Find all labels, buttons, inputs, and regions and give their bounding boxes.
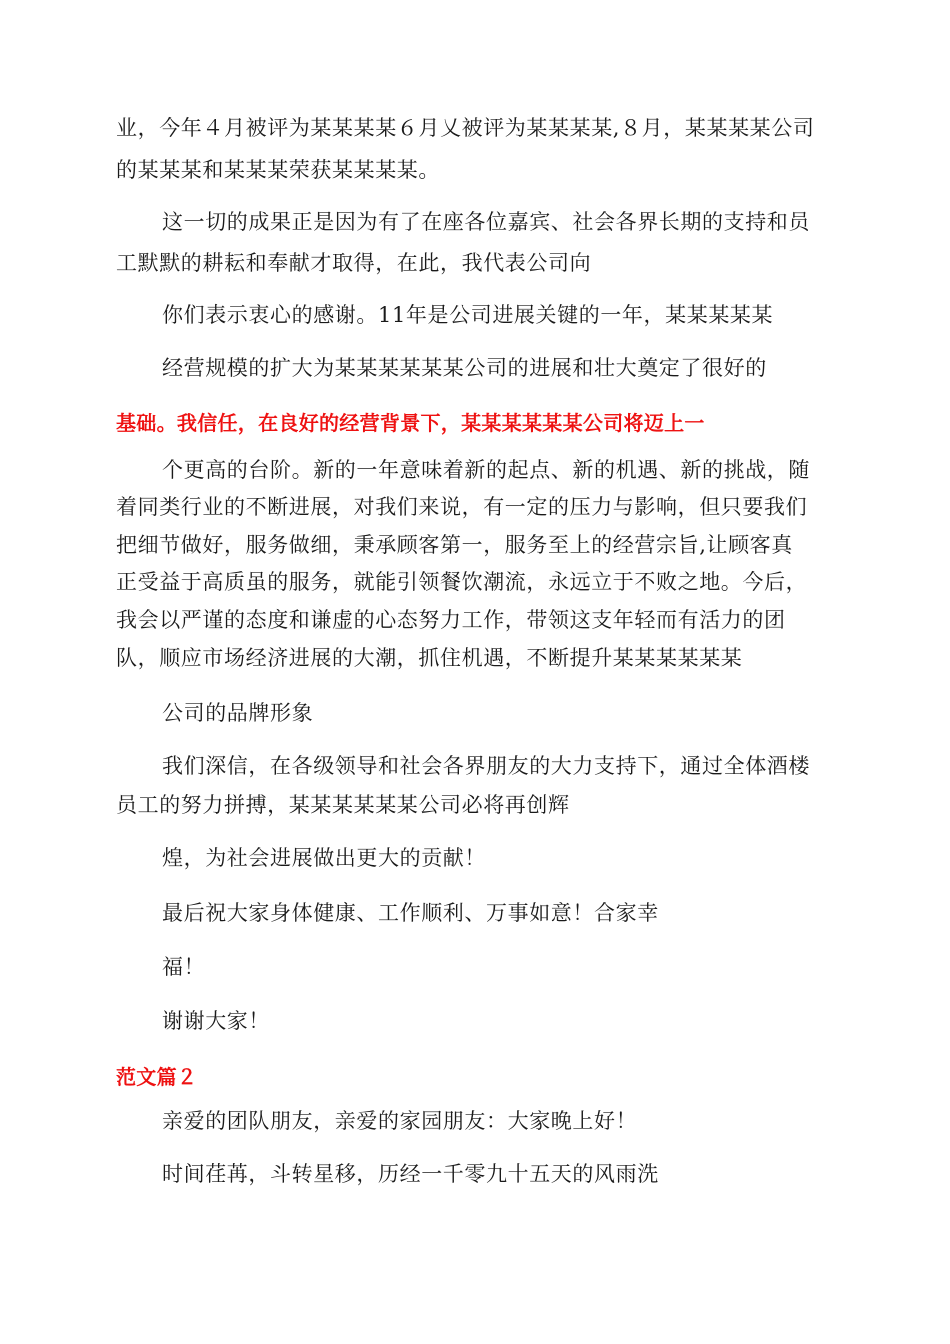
- paragraph-line: 谢谢大家！: [162, 1009, 270, 1033]
- paragraph-line: 业，今年４月被评为某某某某６月乂被评为某某某某,８月，某某某某公司: [116, 116, 815, 140]
- paragraph-line: 福！: [162, 955, 206, 979]
- paragraph-line: 煌，为社会进展做出更大的贡献！: [162, 846, 486, 870]
- paragraph-line: 正受益于高质虽的服务，就能引领餐饮潮流，永远立于不败之地。今后，: [116, 570, 808, 594]
- paragraph-line: 亲爱的团队朋友，亲爱的家园朋友：大家晚上好！: [162, 1109, 638, 1133]
- paragraph-line: 我们深信，在各级领导和社会各界朋友的大力支持下，通过全体酒楼: [162, 754, 810, 778]
- paragraph-line: 公司的品牌形象: [162, 701, 314, 725]
- paragraph-line: 队，顺应市场经济进展的大潮，抓住机遇，不断提升某某某某某某: [116, 646, 743, 670]
- paragraph-line: 你们表示衷心的感谢。11年是公司进展关键的一年，某某某某某: [162, 303, 774, 327]
- paragraph-line: 时间荏苒，斗转星移，历经一千零九十五天的风雨洗: [162, 1162, 659, 1186]
- paragraph-line: 我会以严谨的态度和谦虚的心态努力工作，带领这支年轻而有活力的团: [116, 608, 786, 632]
- paragraph-line: 个更高的台阶。新的一年意味着新的起点、新的机遇、新的挑战，随: [162, 458, 810, 482]
- paragraph-line: 最后祝大家身体健康、工作顺利、万事如意！合家幸: [162, 901, 659, 925]
- paragraph-line: 经营规模的扩大为某某某某某某公司的进展和壮大奠定了很好的: [162, 356, 767, 380]
- highlighted-line: 基础。我信任，在良好的经营背景下，某某某某某某公司将迈上一: [116, 411, 705, 435]
- paragraph-line: 工默默的耕耘和奉献才取得，在此，我代表公司向: [116, 251, 592, 275]
- section-heading: 范文篇２: [116, 1065, 198, 1089]
- paragraph-line: 的某某某和某某某荣获某某某某。: [116, 158, 440, 182]
- paragraph-line: 员工的努力拼搏，某某某某某某公司必将再创辉: [116, 793, 570, 817]
- paragraph-line: 这一切的成果正是因为有了在座各位嘉宾、社会各界长期的支持和员: [162, 210, 810, 234]
- paragraph-line: 把细节做好，服务做细，秉承顾客第一，服务至上的经营宗旨,让顾客真: [116, 533, 793, 557]
- paragraph-line: 着同类行业的不断进展，对我们来说，有一定的压力与影响，但只要我们: [116, 495, 808, 519]
